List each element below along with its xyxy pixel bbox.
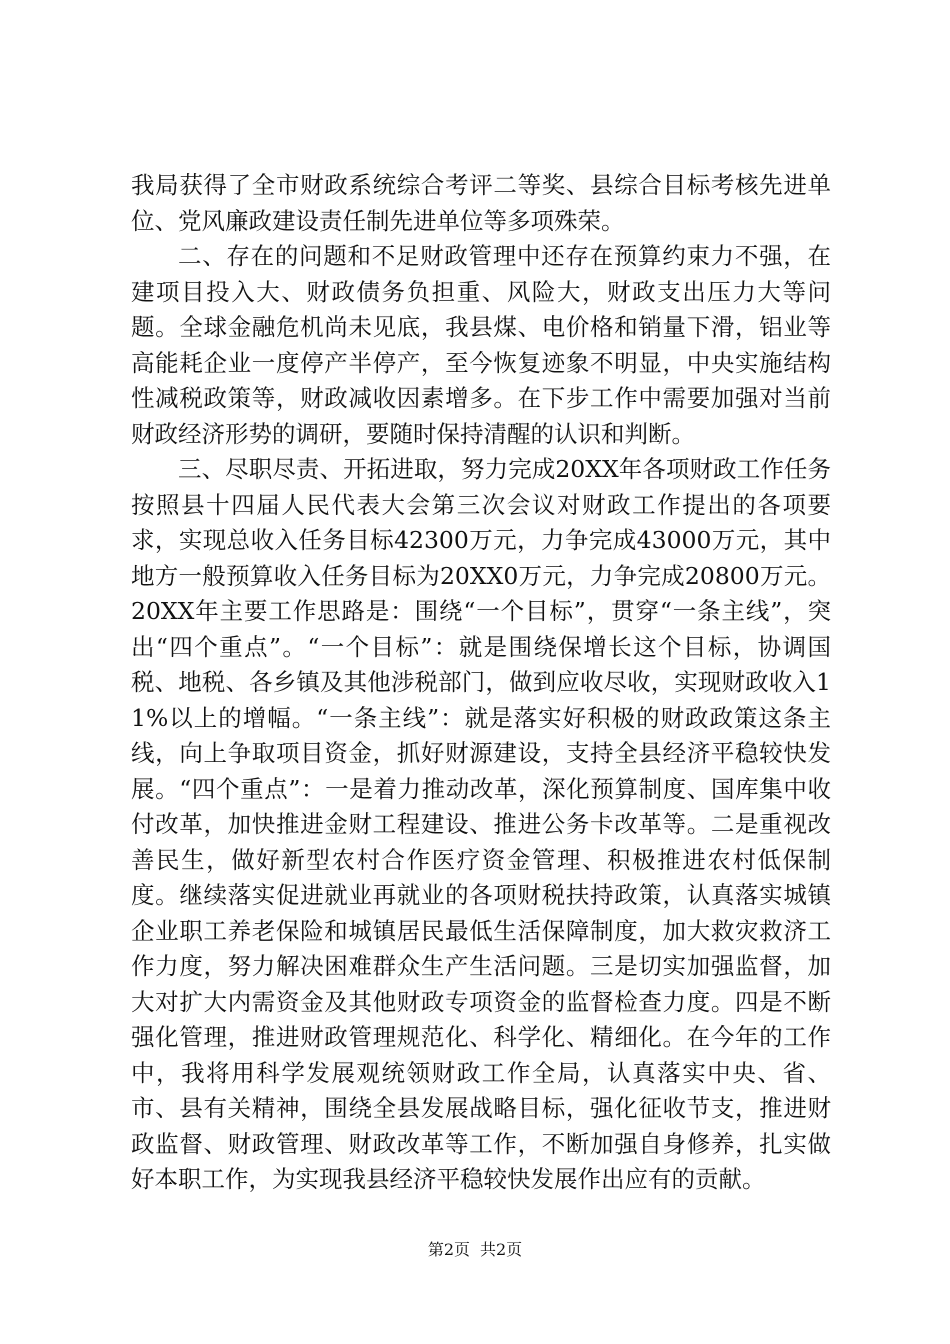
page-total: 共2页 [480, 1240, 523, 1259]
page-footer [0, 1240, 950, 1260]
paragraph-awards: 我局获得了全市财政系统综合考评二等奖、县综合目标考核先进单位、党风廉政建设责任制先进单位等多项殊荣。 [131, 171, 831, 235]
paragraph-problems: 二、存在的问题和不足财政管理中还存在预算约束力不强，在建项目投入大、财政债务负担重、风险大，财政支出压力大等问题。全球金融危机尚未见底，我县煤、电价格和销量下滑，铝业等高能耗企业一度停产半停产，至今恢复迹象不明显，中央实施结构性减税政策等，财政减收因素增多。在下步工作中需要加强对当前财政经济形势的调研，要随时保持清醒的认识和判断。 [131, 242, 831, 448]
document-body [131, 168, 831, 1198]
paragraph-plans: 三、尽职尽责、开拓进取，努力完成20XX年各项财政工作任务按照县十四届人民代表大会第三次会议对财政工作提出的各项要求，实现总收入任务目标42300万元，力争完成43000万元，其中地方一般预算收入任务目标为20XX0万元，力争完成20800万元。20XX年主要工作思路是：围绕“一个目标”，贯穿“一条主线”，突出“四个重点”。“一个目标”：就是围绕保增长这个目标，协调国税、地税、各乡镇及其他涉税部门，做到应收尽收，实现财政收入11%以上的增幅。“一条主线”：就是落实好积极的财政政策这条主线，向上争取项目资金，抓好财源建设，支持全县经济平稳较快发展。“四个重点”：一是着力推动改革，深化预算制度、国库集中收付改革，加快推进金财工程建设、推进公务卡改革等。二是重视改善民生，做好新型农村合作医疗资金管理、积极推进农村低保制度。继续落实促进就业再就业的各项财税扶持政策，认真落实城镇企业职工养老保险和城镇居民最低生活保障制度，加大救灾救济工作力度，努力解决困难群众生产生活问题。三是切实加强监督，加大对扩大内需资金及其他财政专项资金的监督检查力度。四是不断强化管理，推进财政管理规范化、科学化、精细化。在今年的工作中，我将用科学发展观统领财政工作全局，认真落实中央、省、市、县有关精神，围绕全县发展战略目标，强化征收节支，推进财政监督、财政管理、财政改革等工作，不断加强自身修养，扎实做好本职工作，为实现我县经济平稳较快发展作出应有的贡献。 [131, 455, 831, 1193]
page-number: 第2页 [427, 1240, 470, 1259]
